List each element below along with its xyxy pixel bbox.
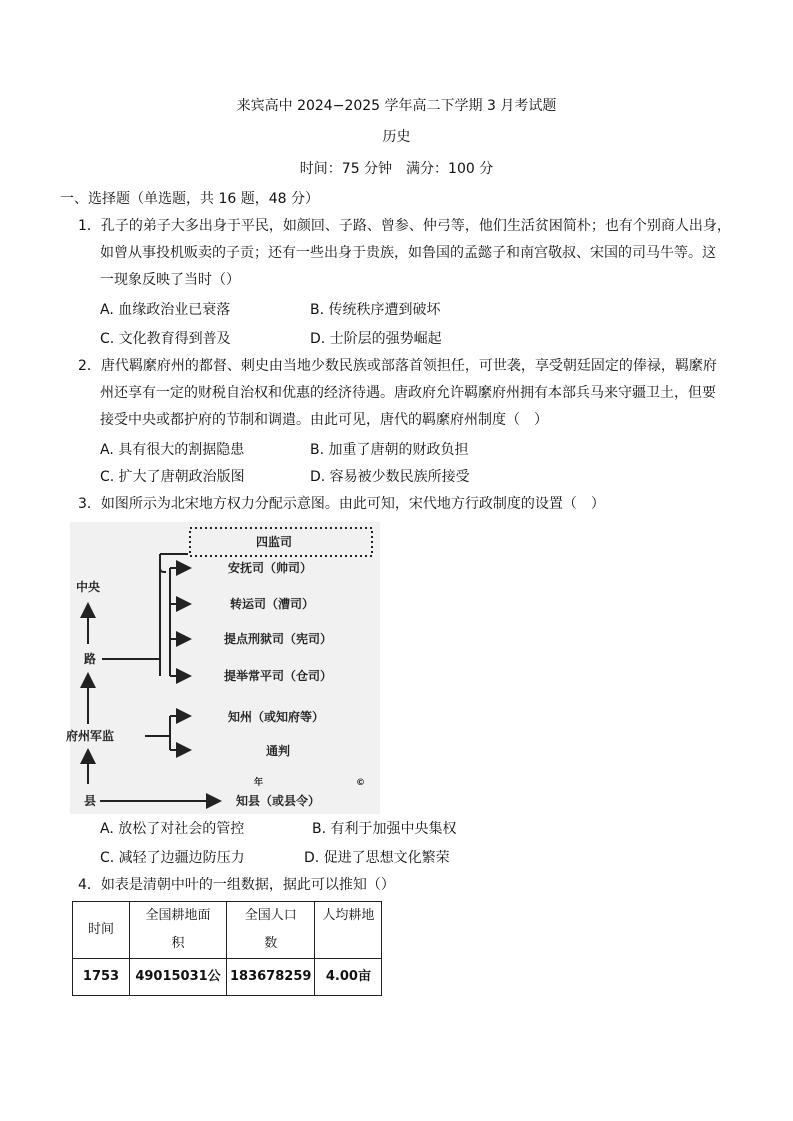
q2-line-1: 2．唐代羁縻府州的都督、刺史由当地少数民族或部落首领担任，可世袭，享受朝廷固定的俸禄，羁縻府 [78,358,717,374]
q1-line-2: 如曾从事投机贩卖的子贡；还有一些出身于贵族，如鲁国的孟懿子和南宫敬叔、宋国的司马牛等。这 [100,245,716,261]
q2-line-2: 州还享有一定的财税自治权和优惠的经济待遇。唐政府允许羁縻府州拥有本部兵马来守疆卫土，但要 [100,385,716,401]
table-header-row [73,902,382,959]
header-time: 时间 [73,902,130,959]
exam-title: 来宾高中 2024−2025 学年高二下学期 3 月考试题 [236,98,557,114]
q1-option-a: A. 血缘政治业已衰落 [100,302,231,318]
cell-land: 49015031公 [130,959,227,996]
diagram-arrows [70,522,380,814]
q2-line-3: 接受中央或都护府的节制和调遣。由此可见，唐代的羁縻府州制度（ ） [100,412,548,428]
top-box-label: 四监司 [256,535,293,549]
q3-option-a: A. 放松了对社会的管控 [100,821,245,837]
q1-line-1: 1．孔子的弟子大多出身于平民，如颜回、子路、曾参、仲弓等，他们生活贫困简朴；也有个别商人出身， [78,218,731,234]
cell-population: 183678259 [227,959,315,996]
q1-line-3: 一现象反映了当时（） [100,272,240,288]
cell-year: 1753 [73,959,130,996]
header-population: 全国人口 数 [227,902,315,959]
q2-option-a: A. 具有很大的割据隐患 [100,442,245,458]
q2-option-b: B. 加重了唐朝的财政负担 [310,442,469,458]
q1-option-c: C. 文化教育得到普及 [100,331,231,347]
scan-mark-1: 年 [254,778,264,788]
cell-per-capita: 4.00亩 [315,959,382,996]
q2-option-d: D. 容易被少数民族所接受 [310,469,470,485]
subject-title: 历史 [382,129,411,145]
office-anfu: 安抚司（帅司） [228,561,313,575]
q3-option-b: B. 有利于加强中央集权 [312,821,457,837]
level-xian: 县 [84,794,97,808]
office-zhuanyun: 转运司（漕司） [230,597,315,611]
level-central: 中央 [76,580,101,594]
office-zhixian: 知县（或县令） [236,794,321,808]
song-power-diagram [66,522,380,814]
q3-option-d: D. 促进了思想文化繁荣 [304,850,450,866]
header-per-capita: 人均耕地 [315,902,382,959]
q1-option-b: B. 传统秩序遭到破坏 [310,302,441,318]
data-table [72,901,382,996]
office-tiju-changping: 提举常平司（仓司） [224,669,333,683]
q1-option-d: D. 士阶层的强势崛起 [310,331,442,347]
section-title: 一、选择题（单选题，共 16 题，48 分） [60,191,319,207]
q4-line-1: 4．如表是清朝中叶的一组数据，据此可以推知（） [78,877,395,893]
q3-option-c: C. 减轻了边疆边防压力 [100,850,245,866]
table-row [73,959,382,996]
exam-info: 时间：75 分钟 满分：100 分 [299,161,494,177]
header-land: 全国耕地面 积 [130,902,227,959]
office-zhizhou: 知州（或知府等） [228,710,325,724]
office-tidian-xingyu: 提点刑狱司（宪司） [224,632,333,646]
scan-mark-2: © [356,778,365,788]
q2-option-c: C. 扩大了唐朝政治版图 [100,469,245,485]
q3-line-1: 3．如图所示为北宋地方权力分配示意图。由此可知，宋代地方行政制度的设置（ ） [78,496,605,512]
level-lu: 路 [84,652,97,666]
level-zhou: 府州军监 [66,729,115,743]
office-tongpan: 通判 [266,744,291,758]
